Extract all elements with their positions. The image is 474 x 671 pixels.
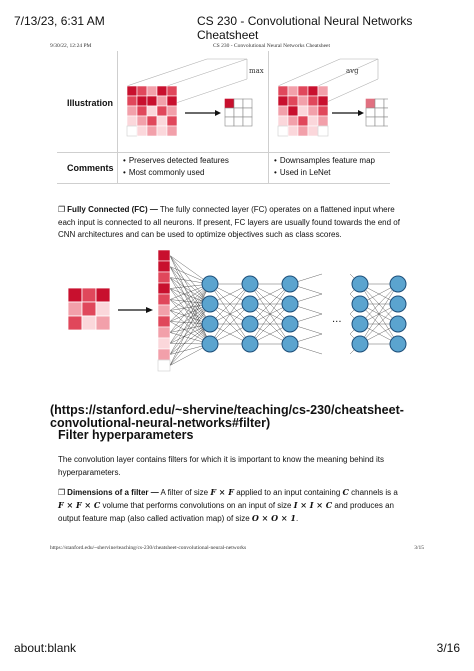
neuron-node xyxy=(352,296,368,312)
document-title: CS 230 - Convolutional Neural Networks Cheatsheet xyxy=(213,43,331,49)
neuron-node xyxy=(352,316,368,332)
ellipsis: ... xyxy=(332,314,342,325)
flattened-input-cell xyxy=(158,338,170,349)
list-item: • Preserves detected features xyxy=(123,156,229,165)
filter-dimensions-paragraph: ❐ Dimensions of a filter — A filter of size F × F applied to an input containing C channels is a F × F × C volume that performs convolutions on an input of size I × I × C and produces an output feature map (also called activation map) of size O × O × 1. xyxy=(58,487,398,523)
max-comments xyxy=(123,155,229,179)
document-page-number: 3/15 xyxy=(414,545,424,551)
neuron-node xyxy=(202,336,218,352)
avg-comments xyxy=(274,155,375,179)
fully-connected-diagram xyxy=(60,246,420,376)
list-item: • Used in LeNet xyxy=(274,168,331,177)
print-timestamp: 7/13/23, 6:31 AM xyxy=(14,14,105,28)
neuron-node xyxy=(202,296,218,312)
print-page-number: 3/16 xyxy=(436,641,460,655)
list-item: • Most commonly used xyxy=(123,168,205,177)
row-label-illustration: Illustration xyxy=(67,98,114,108)
neuron-node xyxy=(242,336,258,352)
table-divider xyxy=(57,183,390,184)
neuron-node xyxy=(242,296,258,312)
neuron-node xyxy=(352,336,368,352)
flattened-input-cell xyxy=(158,250,170,261)
neuron-node xyxy=(390,276,406,292)
flattened-input-cell xyxy=(158,360,170,371)
avg-label: avg xyxy=(346,67,359,75)
neuron-node xyxy=(352,276,368,292)
neuron-node xyxy=(202,276,218,292)
section-title: Filter hyperparameters xyxy=(58,428,194,442)
flattened-input-cell xyxy=(158,316,170,327)
row-label-comments: Comments xyxy=(67,163,114,173)
flattened-input-cell xyxy=(158,294,170,305)
neuron-node xyxy=(390,336,406,352)
document-timestamp: 9/30/22, 12:24 PM xyxy=(50,43,92,49)
flattened-input-cell xyxy=(158,283,170,294)
fc-term: Fully Connected (FC) — xyxy=(67,205,158,214)
fc-paragraph: ❐ Fully Connected (FC) — The fully connected layer (FC) operates on a flattened input where each input is connected to all neurons. If present, FC layers are usually found towards the end of CNN architectures and can be used to optimize objectives such as class scores. xyxy=(58,205,400,239)
checkbox-icon: ❐ xyxy=(58,205,66,214)
max-label: max xyxy=(249,67,264,75)
filter-intro: The convolution layer contains filters for which it is important to know the meaning behind its hyperparameters. xyxy=(58,455,384,477)
neuron-node xyxy=(390,296,406,312)
browser-print-header xyxy=(14,14,460,42)
flattened-input-cell xyxy=(158,349,170,360)
table-divider xyxy=(117,51,118,184)
filter-section-link[interactable]: (https://stanford.edu/~shervine/teaching/cs-230/cheatsheet- convolutional-neural-networks#filter) xyxy=(50,403,404,430)
flattened-input-cell xyxy=(158,327,170,338)
checkbox-icon: ❐ xyxy=(58,488,66,497)
neuron-node xyxy=(282,316,298,332)
list-item: • Downsamples feature map xyxy=(274,156,375,165)
avg-pooling-illustration xyxy=(270,51,388,151)
neuron-node xyxy=(282,336,298,352)
neuron-node xyxy=(282,276,298,292)
table-divider xyxy=(57,152,390,153)
dimensions-term: Dimensions of a filter — xyxy=(67,488,159,497)
neuron-node xyxy=(390,316,406,332)
neuron-node xyxy=(242,276,258,292)
neuron-node xyxy=(242,316,258,332)
table-divider xyxy=(268,51,269,184)
print-url: about:blank xyxy=(14,641,77,655)
flattened-input-cell xyxy=(158,305,170,316)
neuron-node xyxy=(282,296,298,312)
flattened-input-cell xyxy=(158,272,170,283)
neuron-node xyxy=(202,316,218,332)
max-pooling-illustration xyxy=(119,51,267,151)
pooling-table xyxy=(57,51,390,184)
document-url: https://stanford.edu/~shervine/teaching/cs-230/cheatsheet-convolutional-neural-networks xyxy=(50,545,247,551)
print-page-title: CS 230 - Convolutional Neural Networks Cheatsheet xyxy=(197,14,413,42)
flattened-input-cell xyxy=(158,261,170,272)
